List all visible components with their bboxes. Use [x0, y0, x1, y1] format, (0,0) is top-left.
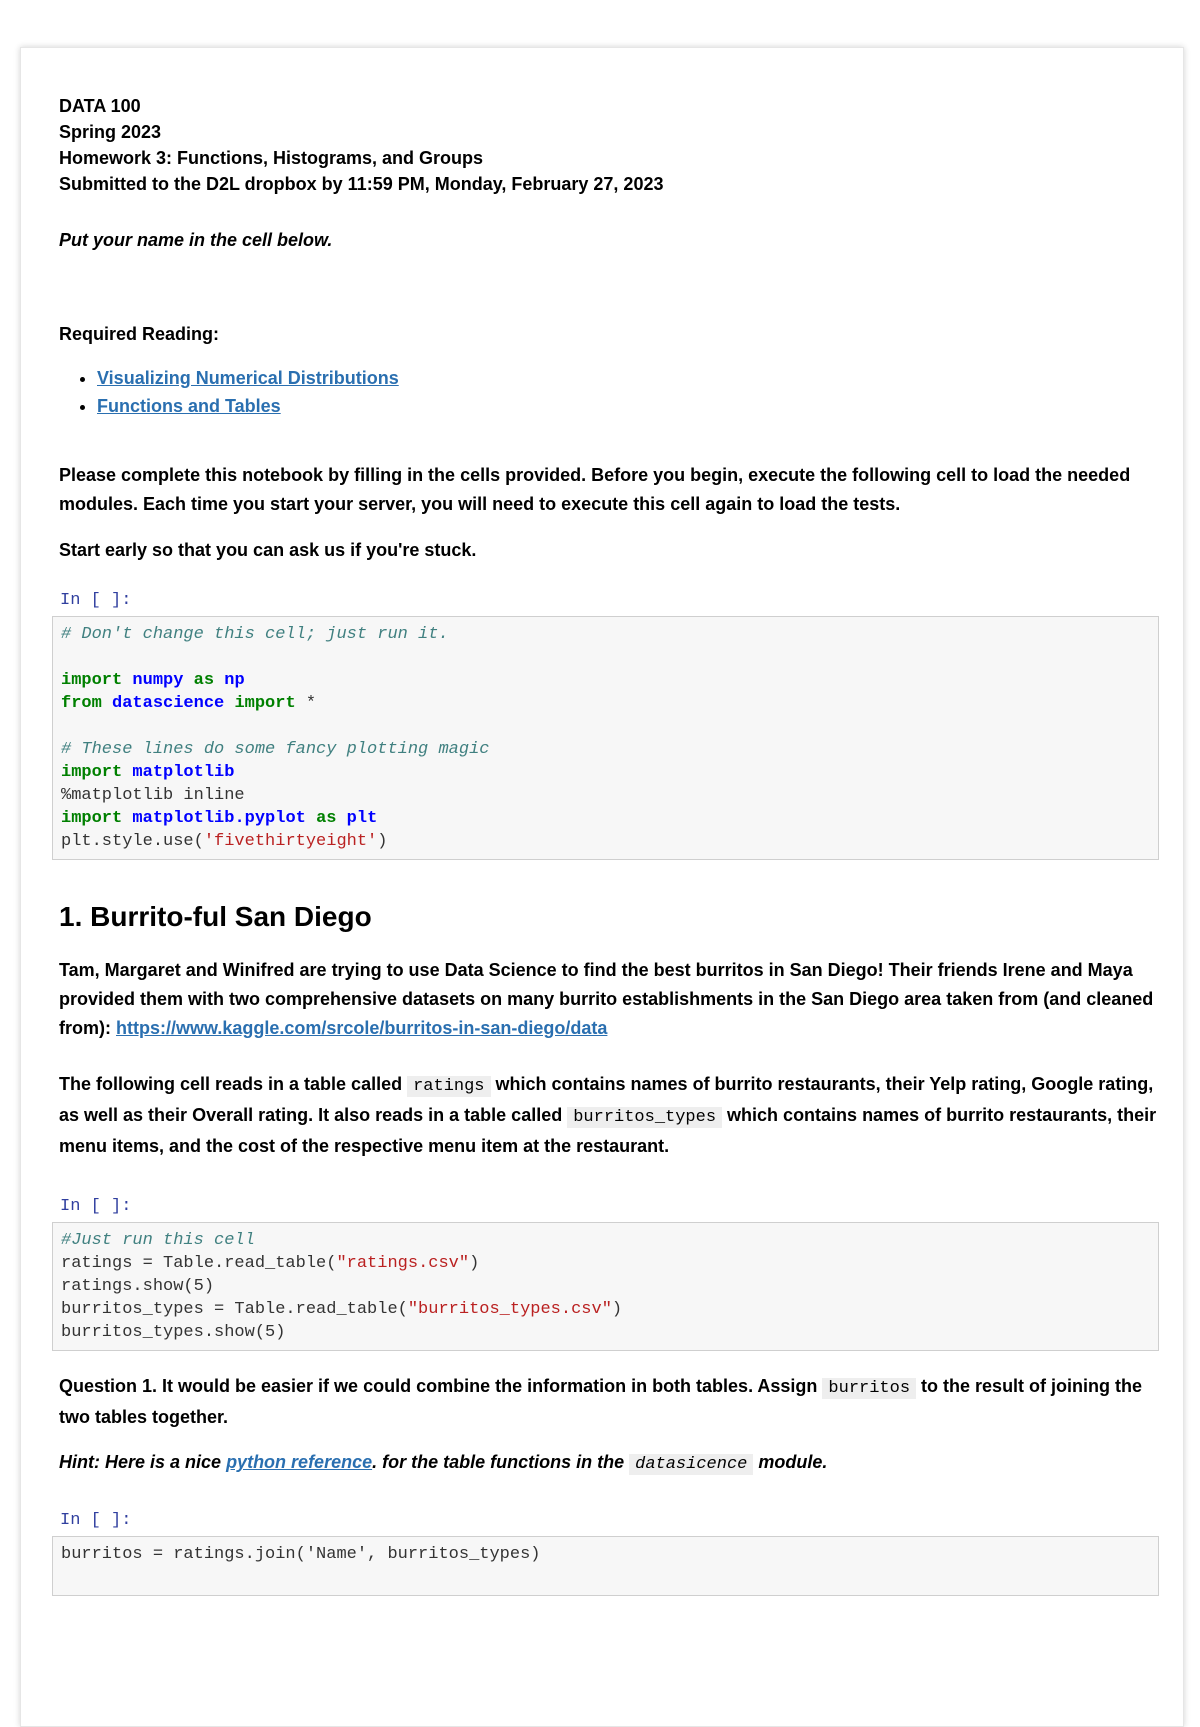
hint-text: Hint: Here is a nice python reference. for the table functions in the datasicence module. [59, 1452, 828, 1474]
course-title: DATA 100 [59, 96, 141, 116]
tables-description: The following cell reads in a table called ratings which contains names of burrito restaurants, their Yelp rating, Google rating, as well as their Overall rating. It also reads in a table called burritos_types which contains names of burrito restaurants, their menu items, and the cost of the respective menu item at the restaurant. [59, 1074, 1157, 1156]
reading-title: Required Reading: [59, 324, 220, 344]
code-comment: # Don't change this cell; just run it. [61, 625, 449, 644]
code-cell-read-tables[interactable]: #Just run this cell ratings = Table.read_table("ratings.csv") ratings.show(5) burritos_types = Table.read_table("burritos_types.csv") burritos_types.show(5) [52, 1222, 1159, 1351]
inline-code-burritos-types: burritos_types [567, 1107, 722, 1128]
question-1: Question 1. It would be easier if we could combine the information in both tables. Assign burritos to the result of joining the two tables together. [59, 1376, 1143, 1427]
intro-text: Please complete this notebook by filling in the cells provided. Before you begin, execute the following cell to load the needed modules. Each time you start your server, you will need to execute this cell again to load the tests. [59, 465, 1131, 514]
cell-prompt: In [ ]: [60, 591, 132, 610]
cell-prompt: In [ ]: [60, 1197, 132, 1216]
code-cell-join[interactable]: burritos = ratings.join('Name', burritos_types) [52, 1536, 1159, 1596]
reading-item [97, 392, 1159, 420]
reading-link-functions[interactable]: Functions and Tables [97, 396, 281, 416]
python-reference-link[interactable]: python reference [226, 1452, 373, 1472]
code-magic: %matplotlib inline [61, 786, 245, 805]
reading-item [97, 364, 1159, 392]
reading-link-visualizing[interactable]: Visualizing Numerical Distributions [97, 368, 399, 388]
notebook-content [59, 92, 1159, 1596]
reading-list [59, 364, 1159, 420]
term: Spring 2023 [59, 122, 162, 142]
cell-prompt: In [ ]: [60, 1511, 132, 1530]
start-early-note: Start early so that you can ask us if you're stuck. [59, 540, 477, 560]
section-intro: Tam, Margaret and Winifred are trying to use Data Science to find the best burritos in San Diego! Their friends Irene and Maya provided them with two comprehensive datasets on many burrito establishments in the San Diego area taken from (and cleaned from): https://www.kaggle.com/srcole/burritos-in-san-diego/data [59, 960, 1154, 1038]
due-date: Submitted to the D2L dropbox by 11:59 PM, Monday, February 27, 2023 [59, 174, 664, 194]
section-heading: 1. Burrito-ful San Diego [59, 901, 372, 932]
notebook-page [20, 47, 1184, 1727]
homework-title: Homework 3: Functions, Histograms, and Groups [59, 148, 484, 168]
kaggle-link[interactable]: https://www.kaggle.com/srcole/burritos-in-san-diego/data [116, 1018, 608, 1038]
name-prompt: Put your name in the cell below. [59, 230, 333, 250]
code-cell-imports[interactable]: # Don't change this cell; just run it. import numpy as np from datascience import * # These lines do some fancy plotting magic import matplotlib %matplotlib inline import matplotlib.pyplot as plt plt.style.use('fivethirtyeight') [52, 616, 1159, 860]
inline-code-burritos: burritos [822, 1378, 916, 1399]
inline-code-module: datasicence [629, 1454, 753, 1475]
code-comment: # These lines do some fancy plotting magic [61, 740, 490, 759]
inline-code-ratings: ratings [407, 1076, 490, 1097]
